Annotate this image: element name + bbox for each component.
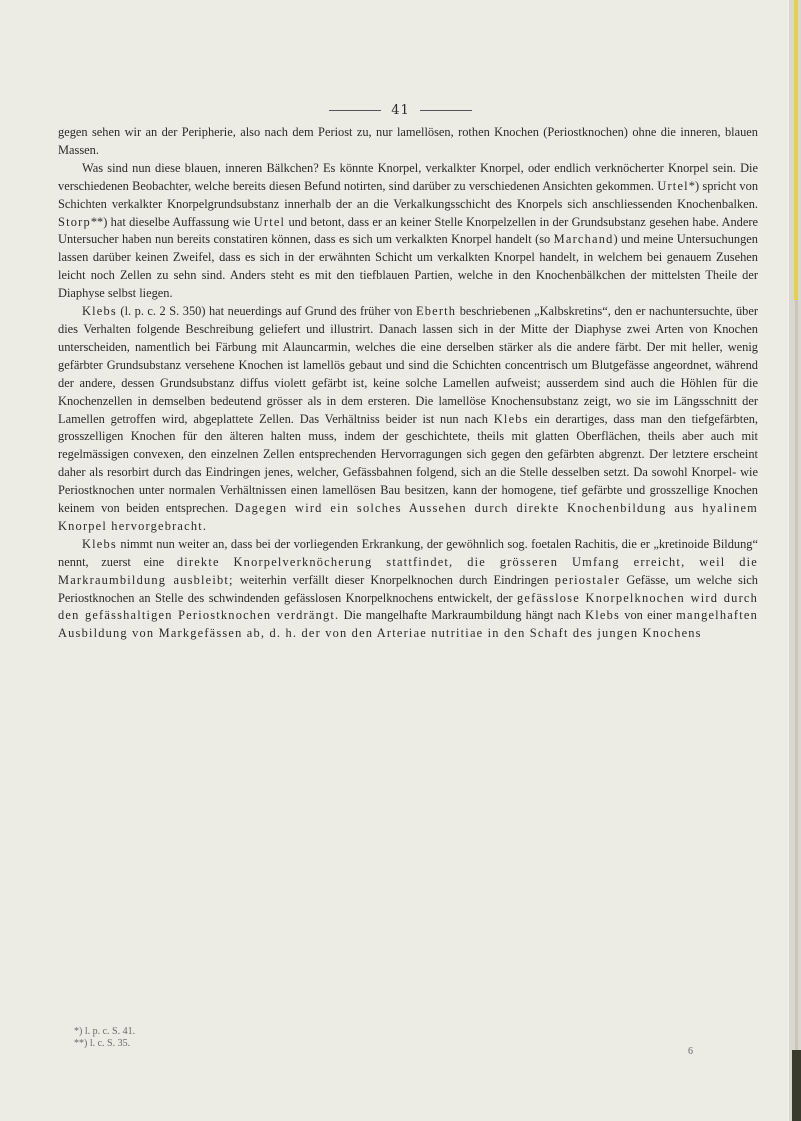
spaced-text: Marchand — [553, 232, 614, 247]
spaced-text: Klebs — [82, 536, 117, 551]
edge-color-strip — [794, 0, 798, 300]
printer-signature: 6 — [688, 1046, 693, 1057]
footnote: *) l. p. c. S. 41. — [74, 1026, 136, 1037]
spaced-text: Storp — [58, 214, 91, 229]
text-run: weiterhin verfällt dieser Knorpelknochen durch Eindringen — [233, 572, 555, 587]
spaced-text: gefässlose Knorpelknochen wird durch den gefässhaltigen Periostknochen verdrängt. — [58, 590, 758, 623]
paragraph — [58, 124, 758, 160]
spaced-text: periostaler — [554, 572, 621, 587]
page-header — [0, 100, 801, 120]
text-run: beschriebenen „Kalbskretins“, den er nachuntersuchte, über dies Verhalten folgende Beschreibung geliefert und illustrirt. Danach lassen sich in der Mitte der Diaphyse zwei Arten von Knochen unterscheiden, namentlich bei Färbung mit Alauncarmin, welches die eine derselben stärker als die andere färbt. Der mit heller, wenig gefärbter Grundsubstanz versehene Knochen ist lamellös gebaut und sind die Schichten concentrisch um Blutgefässe angeordnet, während der andere, dessen Grundsubstanz diffus violett gefärbt ist, keine solche Lamellen aufweist; ausserdem sind auch die Höhlen für die Knochenzellen in demselben bedeutend grösser als in dem ersteren. Die lamellöse Knochensubstanz zeigt, wo sie im Längsschnitt der Lamellen getroffen wird, abgeplattete Zellen. Das Verhältniss beider ist nun nach — [58, 304, 759, 426]
text-run: *) spricht von Schichten verkalkter Knorpelgrundsubstanz innerhalb der an die Verkalkungsschicht des Knorpels sich anschliessenden Knochenbalken. — [58, 178, 759, 211]
paragraph — [58, 536, 758, 643]
text-run: **) hat dieselbe Auffassung wie — [90, 214, 254, 229]
text-run: gegen sehen wir an der Peripherie, also nach dem Periost zu, nur lamellösen, rothen Knochen (Periostknochen) ohne die inneren, blauen Massen. — [58, 125, 758, 157]
spaced-text: mangelhaften Ausbildung von Markgefässen ab, d. h. der von den Arteriae nutritiae in den Schaft des jungen Knochens — [58, 608, 758, 641]
text-run: ein derartiges, dass man den tiefgefärbten, grosszelligen Knochen für den älteren halten muss, indem der geschichtete, theils mit glatten Oberflächen, theils aber auch mit regelmässigen convexen, den einzelnen Zellen entsprechenden Hervorragungen sich gegen den gefärbten abgrenzt. Der letztere erscheint daher als resorbirt durch das Eindringen jenes, welcher, Gefässbahnen folgend, sich an die Stelle desselben setzt. Da sowohl Knorpel- wie Periostknochen unter normalen Verhältnissen einen lamellösen Bau besitzen, kann der homogene, tief gefärbte und grosszellige Knochen keinem von beiden entsprechen. — [58, 411, 758, 516]
text-run: von einer — [620, 608, 677, 623]
spaced-text: Dagegen wird ein solches Aussehen durch direkte Knochenbildung aus hyalinem Knorpel hervorgebracht. — [58, 501, 758, 533]
edge-dark-strip — [792, 1050, 801, 1121]
body-text — [58, 124, 758, 643]
page-number: 41 — [391, 102, 410, 118]
header-rule-right — [420, 110, 472, 111]
text-run: nimmt nun weiter an, dass bei der vorliegenden Erkrankung, der gewöhnlich sog. foetalen Rachitis, die er „kretinoide Bildung“ nennt, zuerst eine — [58, 536, 758, 569]
text-run: und betont, dass er an keiner Stelle Knorpelzellen in der Grundsubstanz gesehen habe. Andere Untersucher haben nun bereits constatiren können, dass es sich um verkalkten Knorpel handelt (so — [58, 214, 758, 247]
spaced-text: Klebs — [82, 304, 117, 319]
paragraph — [58, 303, 758, 536]
spaced-text: Urtel — [657, 178, 689, 193]
spaced-text: Urtel — [253, 214, 286, 229]
header-rule-left — [329, 110, 381, 111]
text-run: (l. p. c. 2 S. 350) hat neuerdings auf Grund des früher von — [116, 304, 416, 319]
page-edge — [789, 0, 801, 1121]
footnotes — [74, 1026, 714, 1050]
text-run: ) und meine Untersuchungen lassen darüber keinen Zweifel, dass es sich in der erwähnten Schicht um verkalkten Knorpel handelt, in welchem bei genauem Zusehen leicht noch Zellen zu sehn sind. Anders steht es mit den tiefblauen Partien, welche in den Knochenbälkchen der mittelsten Theile der Diaphyse selbst liegen. — [58, 232, 758, 301]
spaced-text: direkte Knorpelverknöcherung stattfindet, die grösseren Umfang erreicht, weil die Markraumbildung ausbleibt; — [58, 554, 758, 587]
spaced-text: Eberth — [415, 304, 457, 319]
text-run: Gefässe, um welche sich Periostknochen an Stelle des schwindenden gefässlosen Knorpelknochens entwickelt, der — [58, 572, 758, 605]
paragraph — [58, 160, 758, 303]
spaced-text: Klebs — [493, 411, 529, 426]
spaced-text: Klebs — [585, 608, 621, 623]
text-run: Die mangelhafte Markraumbildung hängt nach — [339, 608, 586, 623]
text-run: Was sind nun diese blauen, inneren Bälkchen? Es könnte Knorpel, verkalkter Knorpel, oder endlich verknöcherter Knorpel sein. Die verschiedenen Beobachter, welche bereits diesen Befund notirten, sind darüber zu verschiedenen Ansichten gekommen. — [58, 160, 758, 193]
footnote: **) l. c. S. 35. — [74, 1038, 131, 1049]
